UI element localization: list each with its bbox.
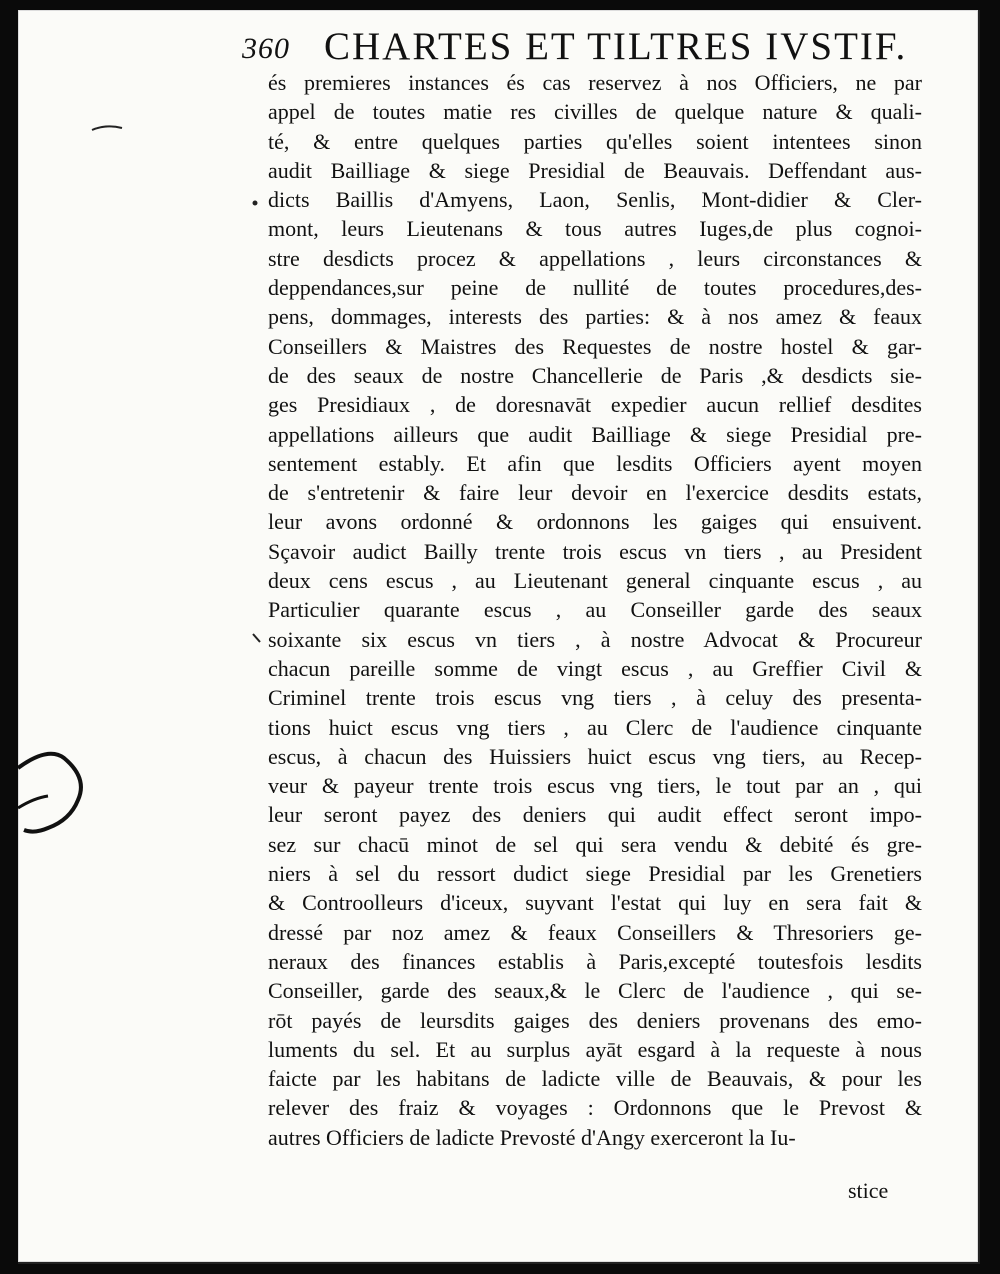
margin-stroke-mark [88, 118, 128, 138]
text-line: Conseillers & Maistres des Requestes de nostre hostel & gar- [268, 333, 922, 359]
text-line: chacun pareille somme de vingt escus , au Greffier Civil & [268, 655, 922, 681]
scan-border [0, 0, 18, 1274]
text-line: leur avons ordonné & ordonnons les gaiges qui ensuivent. [268, 509, 922, 535]
text-line: stre desdicts procez & appellations , leurs circonstances & [268, 245, 922, 271]
text-line: Criminel trente trois escus vng tiers , à celuy des presenta- [268, 685, 922, 711]
text-line: sentement estably. Et afin que lesdits Officiers ayent moyen [268, 450, 922, 476]
page-number: 360 [242, 32, 290, 65]
text-line: relever des fraiz & voyages : Ordonnons que le Prevost & [268, 1095, 922, 1121]
margin-bracket-mark [18, 738, 98, 858]
text-line: Sçavoir audict Bailly trente trois escus vn tiers , au President [268, 538, 922, 564]
body-text [268, 68, 922, 1152]
text-line: Conseiller, garde des seaux,& le Clerc de l'audience , qui se- [268, 978, 922, 1004]
text-line: veur & payeur trente trois escus vng tiers, le tout par an , qui [268, 773, 922, 799]
text-line: sez sur chacū minot de sel qui sera vendu & debité és gre- [268, 831, 922, 857]
text-line: té, & entre quelques parties qu'elles soient intentees sinon [268, 128, 922, 154]
text-line: luments du sel. Et au surplus ayāt esgard à la requeste à nous [268, 1036, 922, 1062]
text-line: pens, dommages, interests des parties: & à nos amez & feaux [268, 304, 922, 330]
page-header [242, 22, 932, 70]
text-line: de des seaux de nostre Chancellerie de Paris ,& desdicts sie- [268, 362, 922, 388]
text-line: de s'entretenir & faire leur devoir en l'exercice desdits estats, [268, 480, 922, 506]
text-line: dressé par noz amez & feaux Conseillers & Thresoriers ge- [268, 919, 922, 945]
text-line: deux cens escus , au Lieutenant general cinquante escus , au [268, 568, 922, 594]
text-line: ges Presidiaux , de doresnavāt expedier aucun rellief desdites [268, 392, 922, 418]
text-line: & Controolleurs d'iceux, suyvant l'estat qui luy en sera fait & [268, 890, 922, 916]
margin-dot-mark [248, 196, 262, 210]
text-line: niers à sel du ressort dudict siege Presidial par les Grenetiers [268, 861, 922, 887]
text-line: soixante six escus vn tiers , à nostre Advocat & Procureur [268, 626, 922, 652]
text-line: rōt payés de leursdits gaiges des deniers provenans des emo- [268, 1007, 922, 1033]
text-line: mont, leurs Lieutenans & tous autres Iuges,de plus cognoi- [268, 216, 922, 242]
text-line: Particulier quarante escus , au Conseiller garde des seaux [268, 597, 922, 623]
text-line: audit Bailliage & siege Presidial de Beauvais. Deffendant aus- [268, 157, 922, 183]
text-line: appel de toutes matie res civilles de quelque nature & quali- [268, 99, 922, 125]
text-line: és premieres instances és cas reservez à nos Officiers, ne par [268, 70, 922, 95]
catchword: stice [848, 1178, 889, 1203]
text-line: neraux des finances establis à Paris,excepté toutesfois lesdits [268, 948, 922, 974]
text-line: tions huict escus vng tiers , au Clerc de l'audience cinquante [268, 714, 922, 740]
text-line: appellations ailleurs que audit Bailliage & siege Presidial pre- [268, 421, 922, 447]
running-title: CHARTES ET TILTRES IVSTIF. [324, 25, 908, 68]
text-line: leur seront payez des deniers qui audit effect seront impo- [268, 802, 922, 828]
margin-tick-mark [250, 630, 264, 646]
text-line: faicte par les habitans de ladicte ville de Beauvais, & pour les [268, 1066, 922, 1092]
text-line: deppendances,sur peine de nullité de toutes procedures,des- [268, 275, 922, 301]
text-line: escus, à chacun des Huissiers huict escus vng tiers, au Recep- [268, 743, 922, 769]
text-line: dicts Baillis d'Amyens, Laon, Senlis, Mont-didier & Cler- [268, 187, 922, 213]
text-line: autres Officiers de ladicte Prevosté d'Angy exerceront la Iu- [268, 1124, 796, 1150]
